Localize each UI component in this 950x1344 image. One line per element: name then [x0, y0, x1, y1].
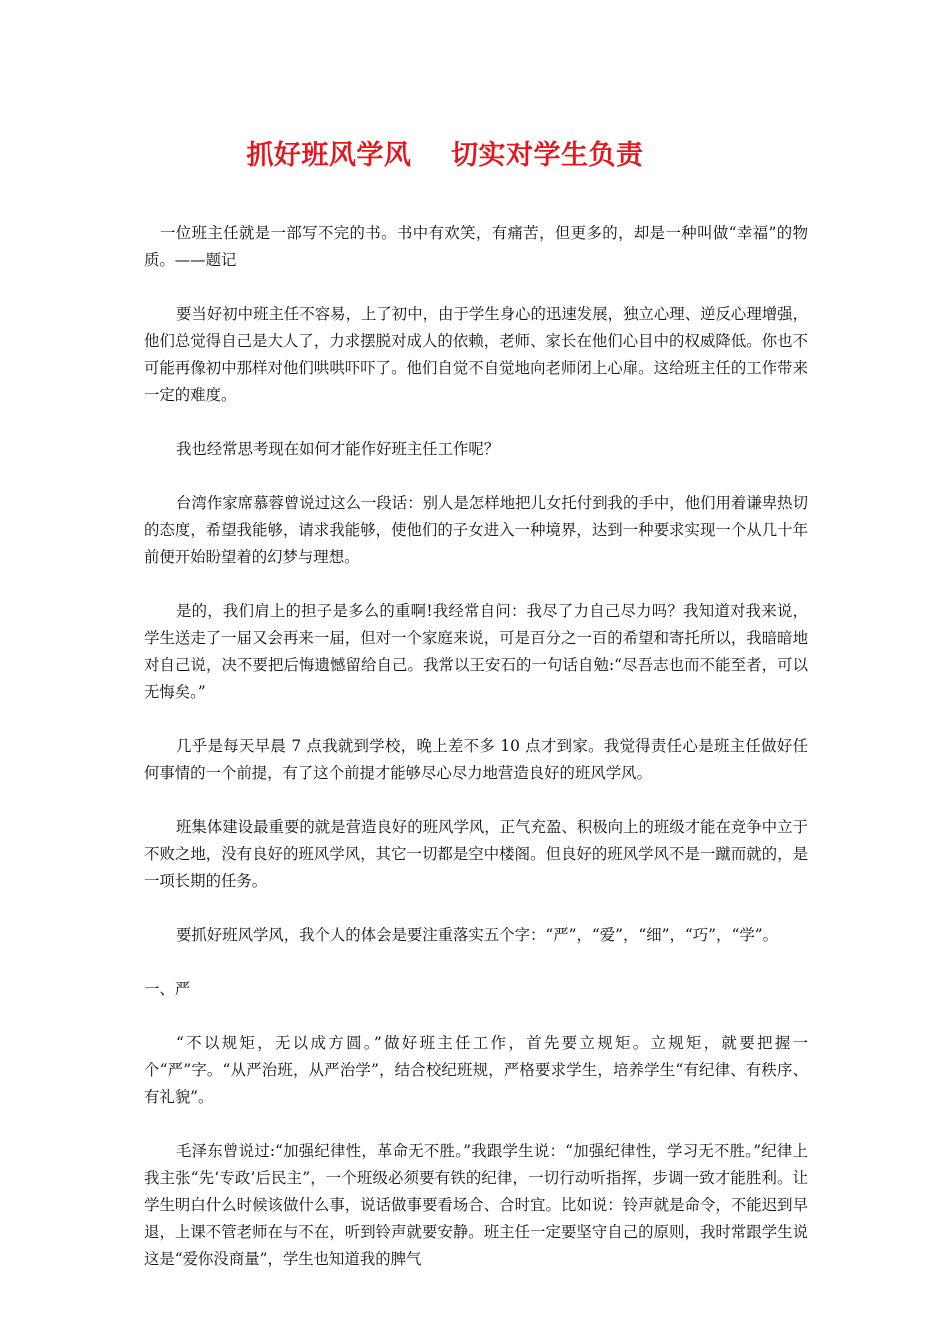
paragraph-8: “不以规矩，无以成方圆。”做好班主任工作，首先要立规矩。立规矩，就要把握一个“严”字。“从严治班，从严治学”，结合校纪班规，严格要求学生，培养学生“有纪律、有秩序、有礼貌”。 — [144, 1034, 808, 1106]
paragraph-9: 毛泽东曾说过:“加强纪律性，革命无不胜。”我跟学生说：“加强纪律性，学习无不胜。”纪律上我主张“先‘专政’后民主”，一个班级必须要有铁的纪律，一切行动听指挥，步调一致才能胜利。让学生明白什么时候该做什么事，说话做事要看场合、合时宜。比如说：铃声就是命令，不能迟到早退，上课不管老师在与不在，听到铃声就要安静。班主任一定要坚守自己的原则，我时常跟学生说这是“爱你没商量”，学生也知道我的脾气 — [144, 1142, 808, 1268]
document-title: 抓好班风学风 切实对学生负责 — [246, 140, 644, 171]
paragraph-4: 是的，我们肩上的担子是多么的重啊!我经常自问：我尽了力自己尽力吗？我知道对我来说，学生送走了一届又会再来一届，但对一个家庭来说，可是百分之一百的希望和寄托所以，我暗暗地对自己说，决不要把后悔遗憾留给自己。我常以王安石的一句话自勉:“尽吾志也而不能至者，可以无悔矣。” — [144, 602, 808, 701]
paragraph-7: 要抓好班风学风，我个人的体会是要注重落实五个字：“严”，“爱”，“细”，“巧”，“学”。 — [176, 926, 778, 944]
paragraph-epigraph: 一位班主任就是一部写不完的书。书中有欢笑，有痛苦，但更多的，却是一种叫做“幸福”的物质。——题记 — [144, 224, 808, 269]
paragraph-2: 我也经常思考现在如何才能作好班主任工作呢？ — [176, 440, 500, 458]
document-body — [144, 220, 808, 1300]
paragraph-3: 台湾作家席慕蓉曾说过这么一段话：别人是怎样地把儿女托付到我的手中，他们用着谦卑热切的态度，希望我能够，请求我能够，使他们的子女进入一种境界，达到一种要求实现一个从几十年前便开始盼望着的幻梦与理想。 — [144, 494, 808, 566]
paragraph-6: 班集体建设最重要的就是营造良好的班风学风，正气充盈、积极向上的班级才能在竞争中立于不败之地，没有良好的班风学风，其它一切都是空中楼阁。但良好的班风学风不是一蹴而就的，是一项长期的任务。 — [144, 818, 808, 890]
section-heading-1: 一、严 — [144, 980, 191, 998]
paragraph-1: 要当好初中班主任不容易，上了初中，由于学生身心的迅速发展，独立心理、逆反心理增强，他们总觉得自己是大人了，力求摆脱对成人的依赖，老师、家长在他们心目中的权威降低。你也不可能再像初中那样对他们哄哄吓吓了。他们自觉不自觉地向老师闭上心扉。这给班主任的工作带来一定的难度。 — [144, 305, 808, 404]
paragraph-5: 几乎是每天早晨 7 点我就到学校，晚上差不多 10 点才到家。我觉得责任心是班主任做好任何事情的一个前提，有了这个前提才能够尽心尽力地营造良好的班风学风。 — [144, 737, 808, 782]
